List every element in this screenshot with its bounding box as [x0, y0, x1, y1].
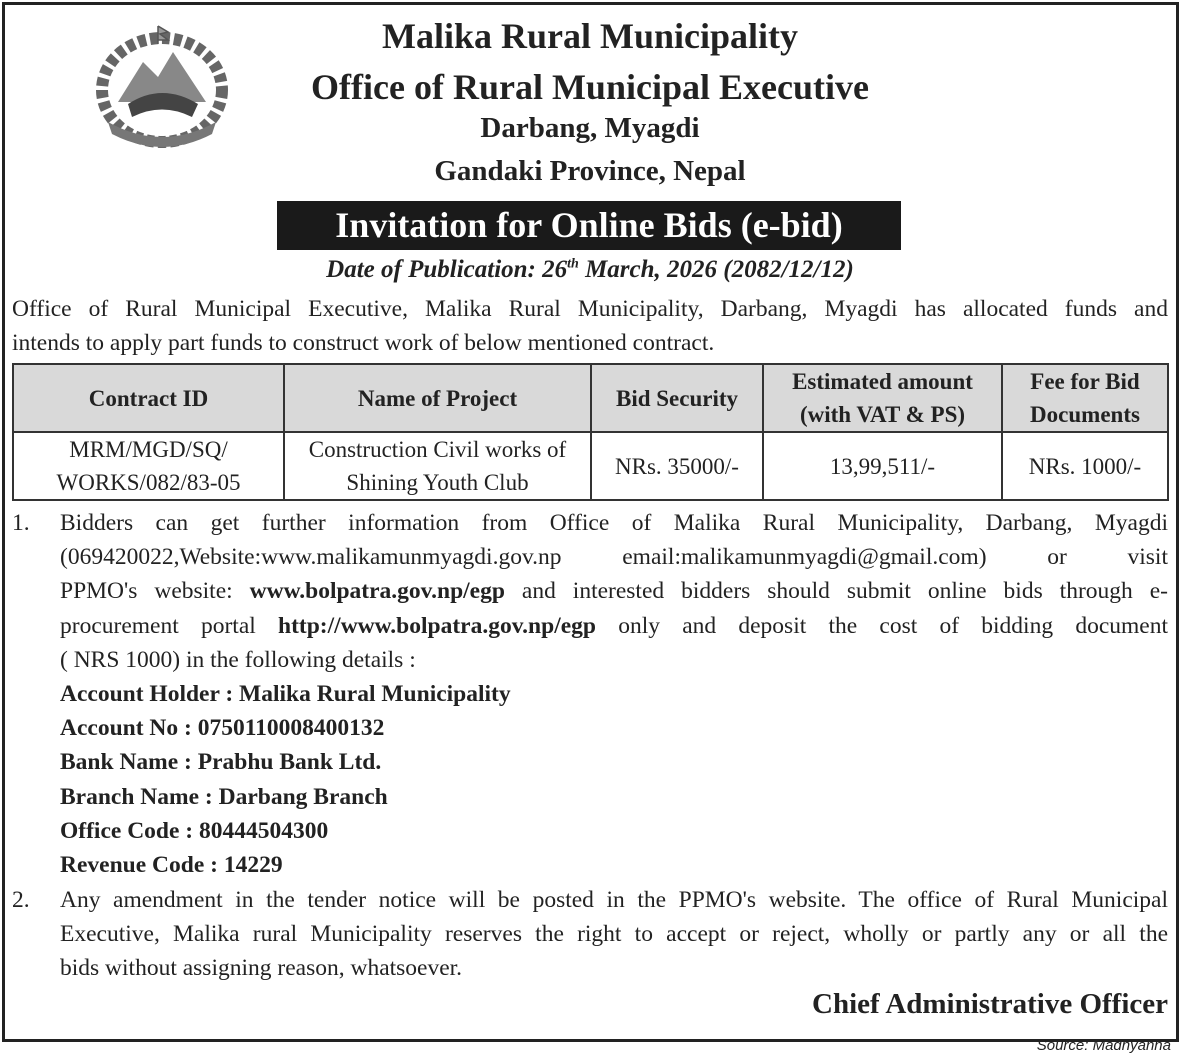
col-project-name: Name of Project [284, 364, 591, 432]
ppmo-link[interactable]: www.bolpatra.gov.np/egp [249, 578, 505, 605]
list-item [12, 883, 1168, 986]
col-bid-security: Bid Security [591, 364, 763, 432]
item-text: Bidders can get further information from Office of Malika Rural Municipality, Darbang, Myagdi [60, 510, 1168, 536]
branch-name: Branch Name : Darbang Branch [60, 783, 388, 810]
cell-project-name: Construction Civil works of Shining Youth Club [284, 432, 591, 500]
cell-estimated-amount: 13,99,511/- [763, 432, 1002, 500]
cell-fee: NRs. 1000/- [1002, 432, 1168, 500]
item-text: Executive, Malika rural Municipality reserves the right to accept or reject, wholly or partly any or all the [60, 921, 1168, 948]
signatory-title: Chief Administrative Officer [812, 988, 1168, 1020]
publication-date: Date of Publication: 26th March, 2026 (2082/12/12) [326, 256, 854, 283]
item-text: bids without assigning reason, whatsoever. [60, 955, 463, 982]
item-number: 2. [12, 887, 30, 913]
intro-paragraph: Office of Rural Municipal Executive, Malika Rural Municipality, Darbang, Myagdi has allocated funds and intends to apply part funds to construct work of below mentioned contract. [12, 296, 1168, 356]
item-text: (069420022,Website:www.malikamunmyagdi.gov.np email:malikamunmyagdi@gmail.com) or visit [60, 544, 1168, 571]
table-header-row [13, 364, 1168, 432]
nepal-emblem-icon [88, 22, 236, 152]
location: Darbang, Myagdi [480, 112, 700, 144]
source-credit: Source: Madhyanha [1036, 1037, 1171, 1054]
item-text: ( NRS 1000) in the following details : [60, 646, 416, 673]
contract-table [12, 363, 1169, 501]
bank-name: Bank Name : Prabhu Bank Ltd. [60, 749, 382, 776]
item-text: Any amendment in the tender notice will be posted in the PPMO's website. The office of Rural Municipal [60, 887, 1168, 913]
table-row [13, 432, 1168, 500]
col-contract-id: Contract ID [13, 364, 284, 432]
egp-portal-link[interactable]: http://www.bolpatra.gov.np/egp [278, 612, 596, 639]
notice-title-banner: Invitation for Online Bids (e-bid) [277, 201, 901, 250]
province: Gandaki Province, Nepal [434, 155, 746, 187]
account-number: Account No : 0750110008400132 [60, 715, 385, 742]
col-fee: Fee for Bid Documents [1002, 364, 1168, 432]
account-holder: Account Holder : Malika Rural Municipality [60, 681, 511, 708]
list-item [12, 506, 1168, 882]
municipality-name: Malika Rural Municipality [381, 16, 799, 56]
item-text: PPMO's website: www.bolpatra.gov.np/egp and interested bidders should submit online bids through e- [60, 578, 1169, 605]
cell-bid-security: NRs. 35000/- [591, 432, 763, 500]
cell-contract-id: MRM/MGD/SQ/ WORKS/082/83-05 [13, 432, 284, 500]
office-name: Office of Rural Municipal Executive [311, 67, 869, 107]
col-estimated-amount: Estimated amount (with VAT & PS) [763, 364, 1002, 432]
item-number: 1. [12, 510, 30, 536]
revenue-code: Revenue Code : 14229 [60, 852, 283, 879]
item-text: procurement portal http://www.bolpatra.gov.np/egp only and deposit the cost of bidding document [60, 612, 1168, 639]
office-code: Office Code : 80444504300 [60, 817, 329, 844]
